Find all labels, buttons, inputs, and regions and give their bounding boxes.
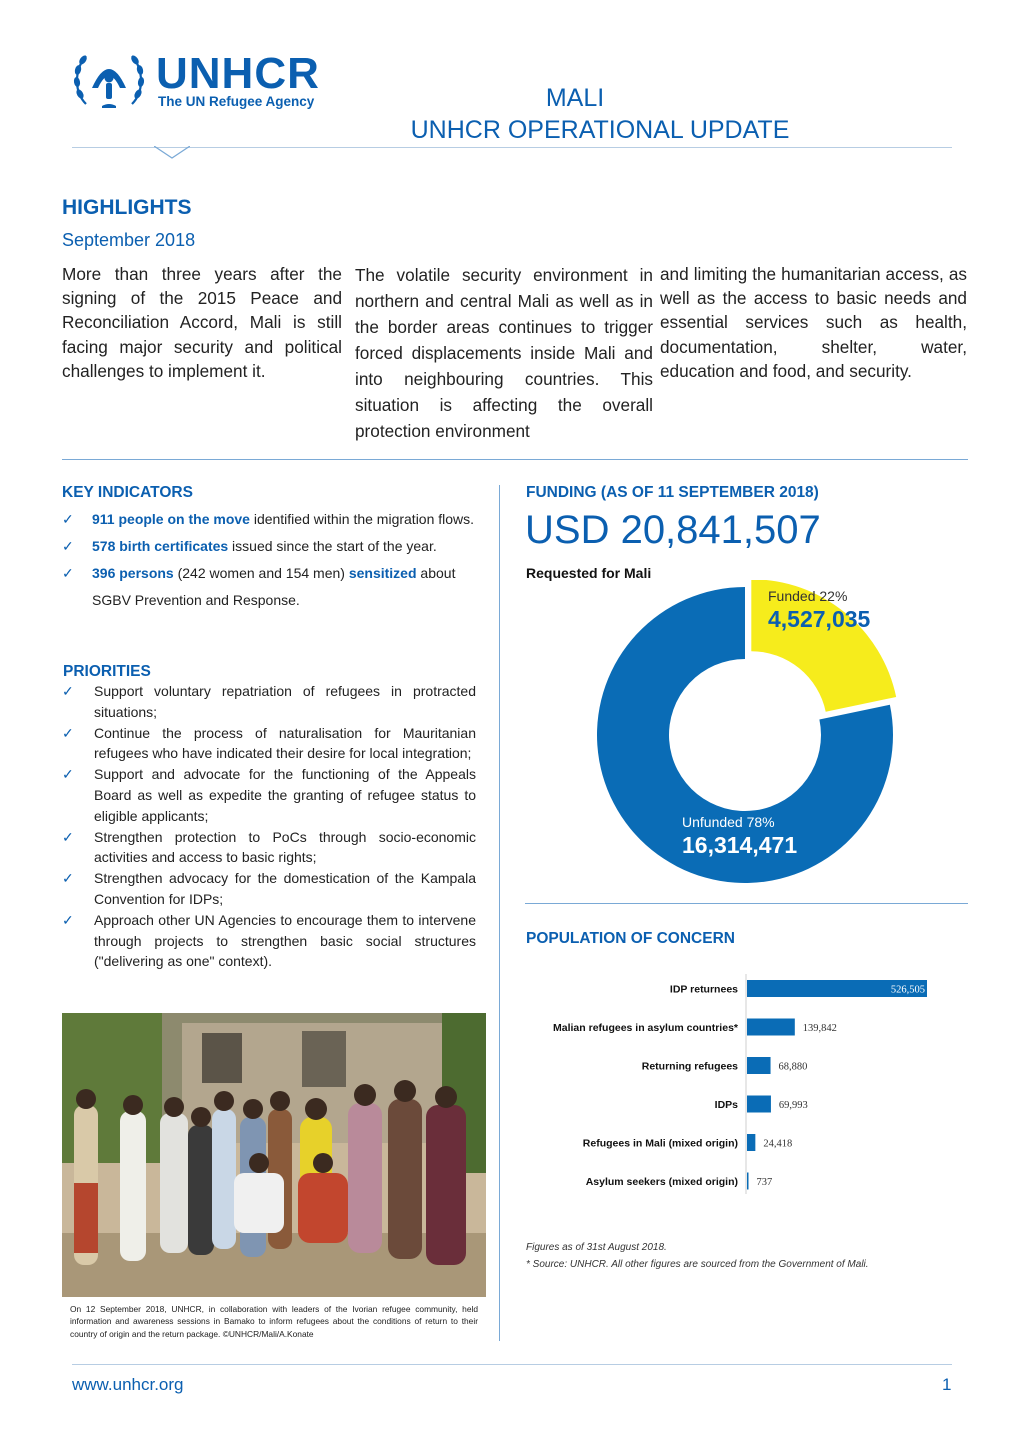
bar-category-label: Returning refugees (641, 1060, 738, 1073)
priority-text: Support voluntary repatriation of refugees in protracted situations; (94, 683, 476, 720)
indicator-text: identified within the migration flows. (249, 511, 475, 527)
bar-category-label: Asylum seekers (mixed origin) (585, 1176, 738, 1188)
unfunded-value: 16,314,471 (682, 832, 798, 858)
indicator-value: 396 persons (92, 565, 174, 581)
population-bar (747, 1134, 755, 1151)
bar-value-label: 737 (756, 1177, 773, 1188)
priority-text: Approach other UN Agencies to encourage them to intervene through projects to strengthen basic social structures ("delivering as one" context). (94, 911, 476, 970)
checkmark-icon: ✓ (62, 565, 74, 581)
population-footnote-date: Figures as of 31st August 2018. (526, 1242, 667, 1253)
population-bar (747, 1019, 795, 1036)
page-number: 1 (942, 1375, 952, 1394)
footer-url-link[interactable]: www.unhcr.org (72, 1375, 184, 1394)
list-item (62, 506, 477, 533)
priority-text: Strengthen protection to PoCs through socio-economic activities and access to basic rights; (94, 828, 476, 866)
unfunded-label: Unfunded 78% (682, 814, 775, 830)
priority-text: Strengthen advocacy for the domestication of the Kampala Convention for IDPs; (94, 870, 476, 907)
indicator-value: 911 people on the move (92, 511, 250, 527)
checkmark-icon: ✓ (62, 766, 74, 783)
funding-requested-label: Requested for Mali (526, 565, 652, 581)
indicator-text: issued since the start of the year. (228, 538, 437, 554)
bar-category-label: IDP returnees (669, 983, 738, 996)
logo-wordmark: UNHCR (156, 49, 320, 98)
header-notch-icon (154, 146, 190, 160)
checkmark-icon: ✓ (62, 683, 74, 699)
population-bar (747, 1096, 771, 1113)
population-bar-chart (520, 968, 970, 1198)
indicator-value: 578 birth certificates (92, 538, 229, 554)
photo-caption: On 12 September 2018, UNHCR, in collaboration with leaders of the Ivorian refugee community, held information and awareness sessions in Bamako to inform refugees about the conditions of return to their country of origin and the return package. ©UNHCR/Mali/A.Konate (70, 1304, 478, 1339)
indicator-text: (242 women and 154 men) (173, 565, 349, 581)
highlights-column-3: and limiting the humanitarian access, as well as the access to basic needs and essential services such as health, documentation, shelter, water, education and food, and security. (660, 264, 967, 381)
list-item (62, 868, 476, 910)
priorities-list (62, 681, 476, 972)
list-item (62, 764, 476, 826)
list-item (62, 723, 476, 765)
funding-amount: USD 20,841,507 (525, 508, 821, 552)
highlights-column-2: The volatile security environment in northern and central Mali as well as in the border areas continues to trigger forced displacements inside Mali and into neighbouring countries. This situation is affecting the overall protection environment (355, 265, 653, 441)
unhcr-logo (72, 48, 352, 112)
column-divider (499, 485, 500, 1341)
indicator-text: about SGBV Prevention and Response. (92, 565, 456, 608)
checkmark-icon: ✓ (62, 511, 74, 527)
population-bar (747, 1057, 771, 1074)
group-photo (62, 1013, 486, 1297)
priority-text: Support and advocate for the functioning of the Appeals Board as well as expedite the granting of refugee status to eligible applicants; (94, 766, 476, 824)
section-divider (62, 459, 968, 460)
list-item (62, 827, 476, 869)
key-indicators-title: KEY INDICATORS (62, 484, 193, 501)
highlights-title: HIGHLIGHTS (62, 196, 192, 219)
bar-category-label: Refugees in Mali (mixed origin) (582, 1137, 738, 1150)
funded-value: 4,527,035 (768, 606, 871, 632)
bar-value-label: 69,993 (778, 1100, 808, 1111)
list-item (62, 910, 476, 972)
checkmark-icon: ✓ (62, 538, 74, 554)
unhcr-emblem-icon (72, 48, 146, 112)
key-indicators-list (62, 506, 477, 614)
header-title: UNHCR OPERATIONAL UPDATE (410, 116, 790, 144)
bar-value-label: 24,418 (763, 1138, 793, 1150)
bar-value-label: 68,880 (778, 1061, 808, 1073)
highlights-date: September 2018 (62, 230, 196, 250)
indicator-value: sensitized (348, 565, 417, 581)
header-country: MALI (545, 84, 605, 112)
population-title: POPULATION OF CONCERN (526, 930, 735, 947)
bar-category-label: Malian refugees in asylum countries* (553, 1022, 738, 1034)
section-divider (525, 903, 968, 904)
priorities-title: PRIORITIES (63, 663, 151, 680)
priority-text: Continue the process of naturalisation for Mauritanian refugees who have indicated their desire for local integration; (94, 724, 476, 762)
bar-value-label: 526,505 (890, 984, 925, 996)
header-divider (72, 147, 952, 148)
checkmark-icon: ✓ (62, 828, 74, 845)
logo-tagline: The UN Refugee Agency (158, 94, 315, 109)
population-bar (747, 1173, 749, 1190)
funded-label: Funded 22% (768, 588, 848, 604)
bar-category-label: IDPs (714, 1099, 738, 1111)
highlights-column-1: More than three years after the signing of the 2015 Peace and Reconciliation Accord, Mali is still facing major security and political challenges to implement it. (62, 264, 342, 381)
checkmark-icon: ✓ (62, 870, 74, 887)
funding-title: FUNDING (AS OF 11 SEPTEMBER 2018) (526, 484, 819, 501)
checkmark-icon: ✓ (62, 724, 74, 741)
bar-value-label: 139,842 (802, 1023, 837, 1034)
checkmark-icon: ✓ (62, 911, 74, 928)
list-item (62, 681, 476, 723)
population-footnote-source: * Source: UNHCR. All other figures are sourced from the Government of Mali. (526, 1259, 869, 1270)
footer-divider (72, 1364, 952, 1365)
list-item (62, 560, 477, 614)
list-item (62, 533, 477, 560)
